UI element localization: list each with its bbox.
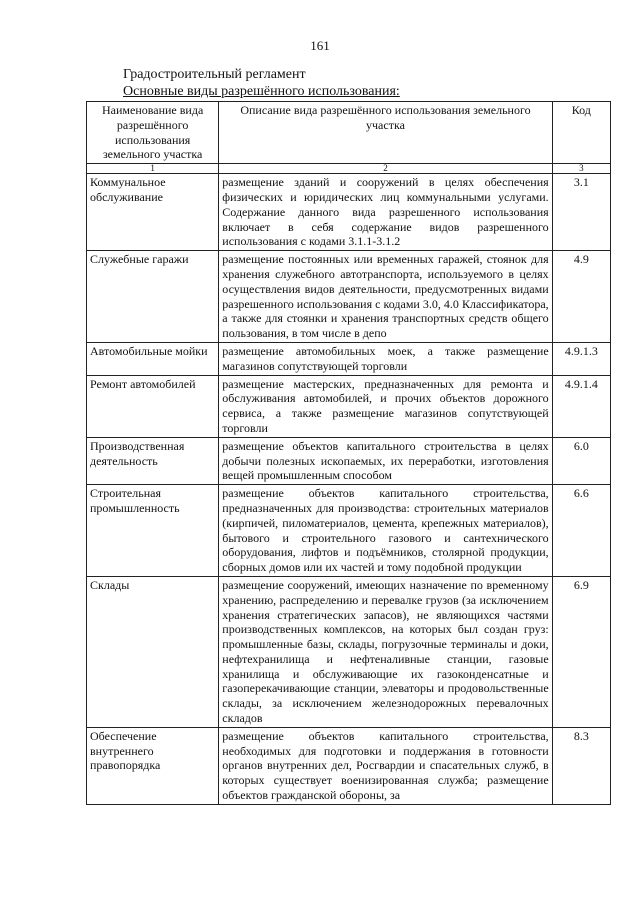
table-row: [87, 342, 611, 375]
table-row: [87, 485, 611, 577]
table-row: [87, 576, 611, 727]
use-code: 6.6: [552, 485, 610, 577]
use-name: Склады: [87, 576, 219, 727]
table-row: [87, 727, 611, 804]
use-code: 4.9.1.3: [552, 342, 610, 375]
use-code: 4.9.1.4: [552, 375, 610, 437]
use-description: размещение мастерских, предназначенных для ремонта и обслуживания автомобилей, и прочих объектов дорожного сервиса, а также размещение магазинов сопутствующей торговли: [219, 375, 552, 437]
land-use-table: [86, 101, 611, 805]
header-code: Код: [552, 102, 610, 164]
use-description: размещение объектов капитального строительства, предназначенных для производства: строительных материалов (кирпичей, пиломатериалов, цемента, крепежных материалов), бытового и строительного газового и сантехнического оборудования, лифтов и подъёмников, столярной продукции, сборных домов или их частей и тому подобной продукции: [219, 485, 552, 577]
use-name: Строительная промышленность: [87, 485, 219, 577]
use-code: 8.3: [552, 727, 610, 804]
use-description: размещение постоянных или временных гаражей, стоянок для хранения служебного автотранспорта, используемого в целях осуществления видов деятельности, предусмотренных видами разрешенного использования с кодами 3.0, 4.0 Классификатора, а также для стоянки и хранения транспортных средств общего пользования, в том числе в депо: [219, 251, 552, 343]
table-row: [87, 251, 611, 343]
use-name: Обеспечение внутреннего правопорядка: [87, 727, 219, 804]
column-number: 2: [219, 164, 552, 174]
use-code: 4.9: [552, 251, 610, 343]
table-header-row: [87, 102, 611, 164]
column-number-row: [87, 164, 611, 174]
use-name: Производственная деятельность: [87, 437, 219, 484]
use-description: размещение автомобильных моек, а также размещение магазинов сопутствующей торговли: [219, 342, 552, 375]
page-number: 161: [310, 38, 330, 53]
use-name: Ремонт автомобилей: [87, 375, 219, 437]
column-number: 3: [552, 164, 610, 174]
table-row: [87, 375, 611, 437]
column-number: 1: [87, 164, 219, 174]
use-code: 6.0: [552, 437, 610, 484]
use-description: размещение объектов капитального строительства, необходимых для подготовки и поддержания в готовности органов внутренних дел, Росгвардии и спасательных служб, в которых существует военизированная служба; размещение объектов гражданской обороны, за: [219, 727, 552, 804]
header-description: Описание вида разрешённого использования земельного участка: [219, 102, 552, 164]
use-code: 3.1: [552, 174, 610, 251]
page-title: Градостроительный регламент: [123, 67, 306, 82]
use-name: Автомобильные мойки: [87, 342, 219, 375]
use-name: Служебные гаражи: [87, 251, 219, 343]
table-row: [87, 437, 611, 484]
table-row: [87, 174, 611, 251]
use-description: размещение сооружений, имеющих назначение по временному хранению, распределению и перевалке грузов (за исключением хранения стратегических запасов), не являющихся частями производственных комплексов, на которых был создан груз: промышленные базы, склады, погрузочные терминалы и доки, нефтехранилища и нефтеналивные станции, газовые хранилища и обслуживающие их газоконденсатные и газоперекачивающие станции, элеваторы и продовольственные склады, за исключением железнодорожных перевалочных складов: [219, 576, 552, 727]
use-code: 6.9: [552, 576, 610, 727]
header-name: Наименование вида разрешённого использования земельного участка: [87, 102, 219, 164]
section-subtitle: Основные виды разрешённого использования:: [123, 84, 400, 99]
use-description: размещение объектов капитального строительства в целях добычи полезных ископаемых, их переработки, изготовления вещей промышленным способом: [219, 437, 552, 484]
use-name: Коммунальное обслуживание: [87, 174, 219, 251]
use-description: размещение зданий и сооружений в целях обеспечения физических и юридических лиц коммунальными услугами. Содержание данного вида разрешенного использования включает в себя содержание видов разрешенного использования с кодами 3.1.1-3.1.2: [219, 174, 552, 251]
